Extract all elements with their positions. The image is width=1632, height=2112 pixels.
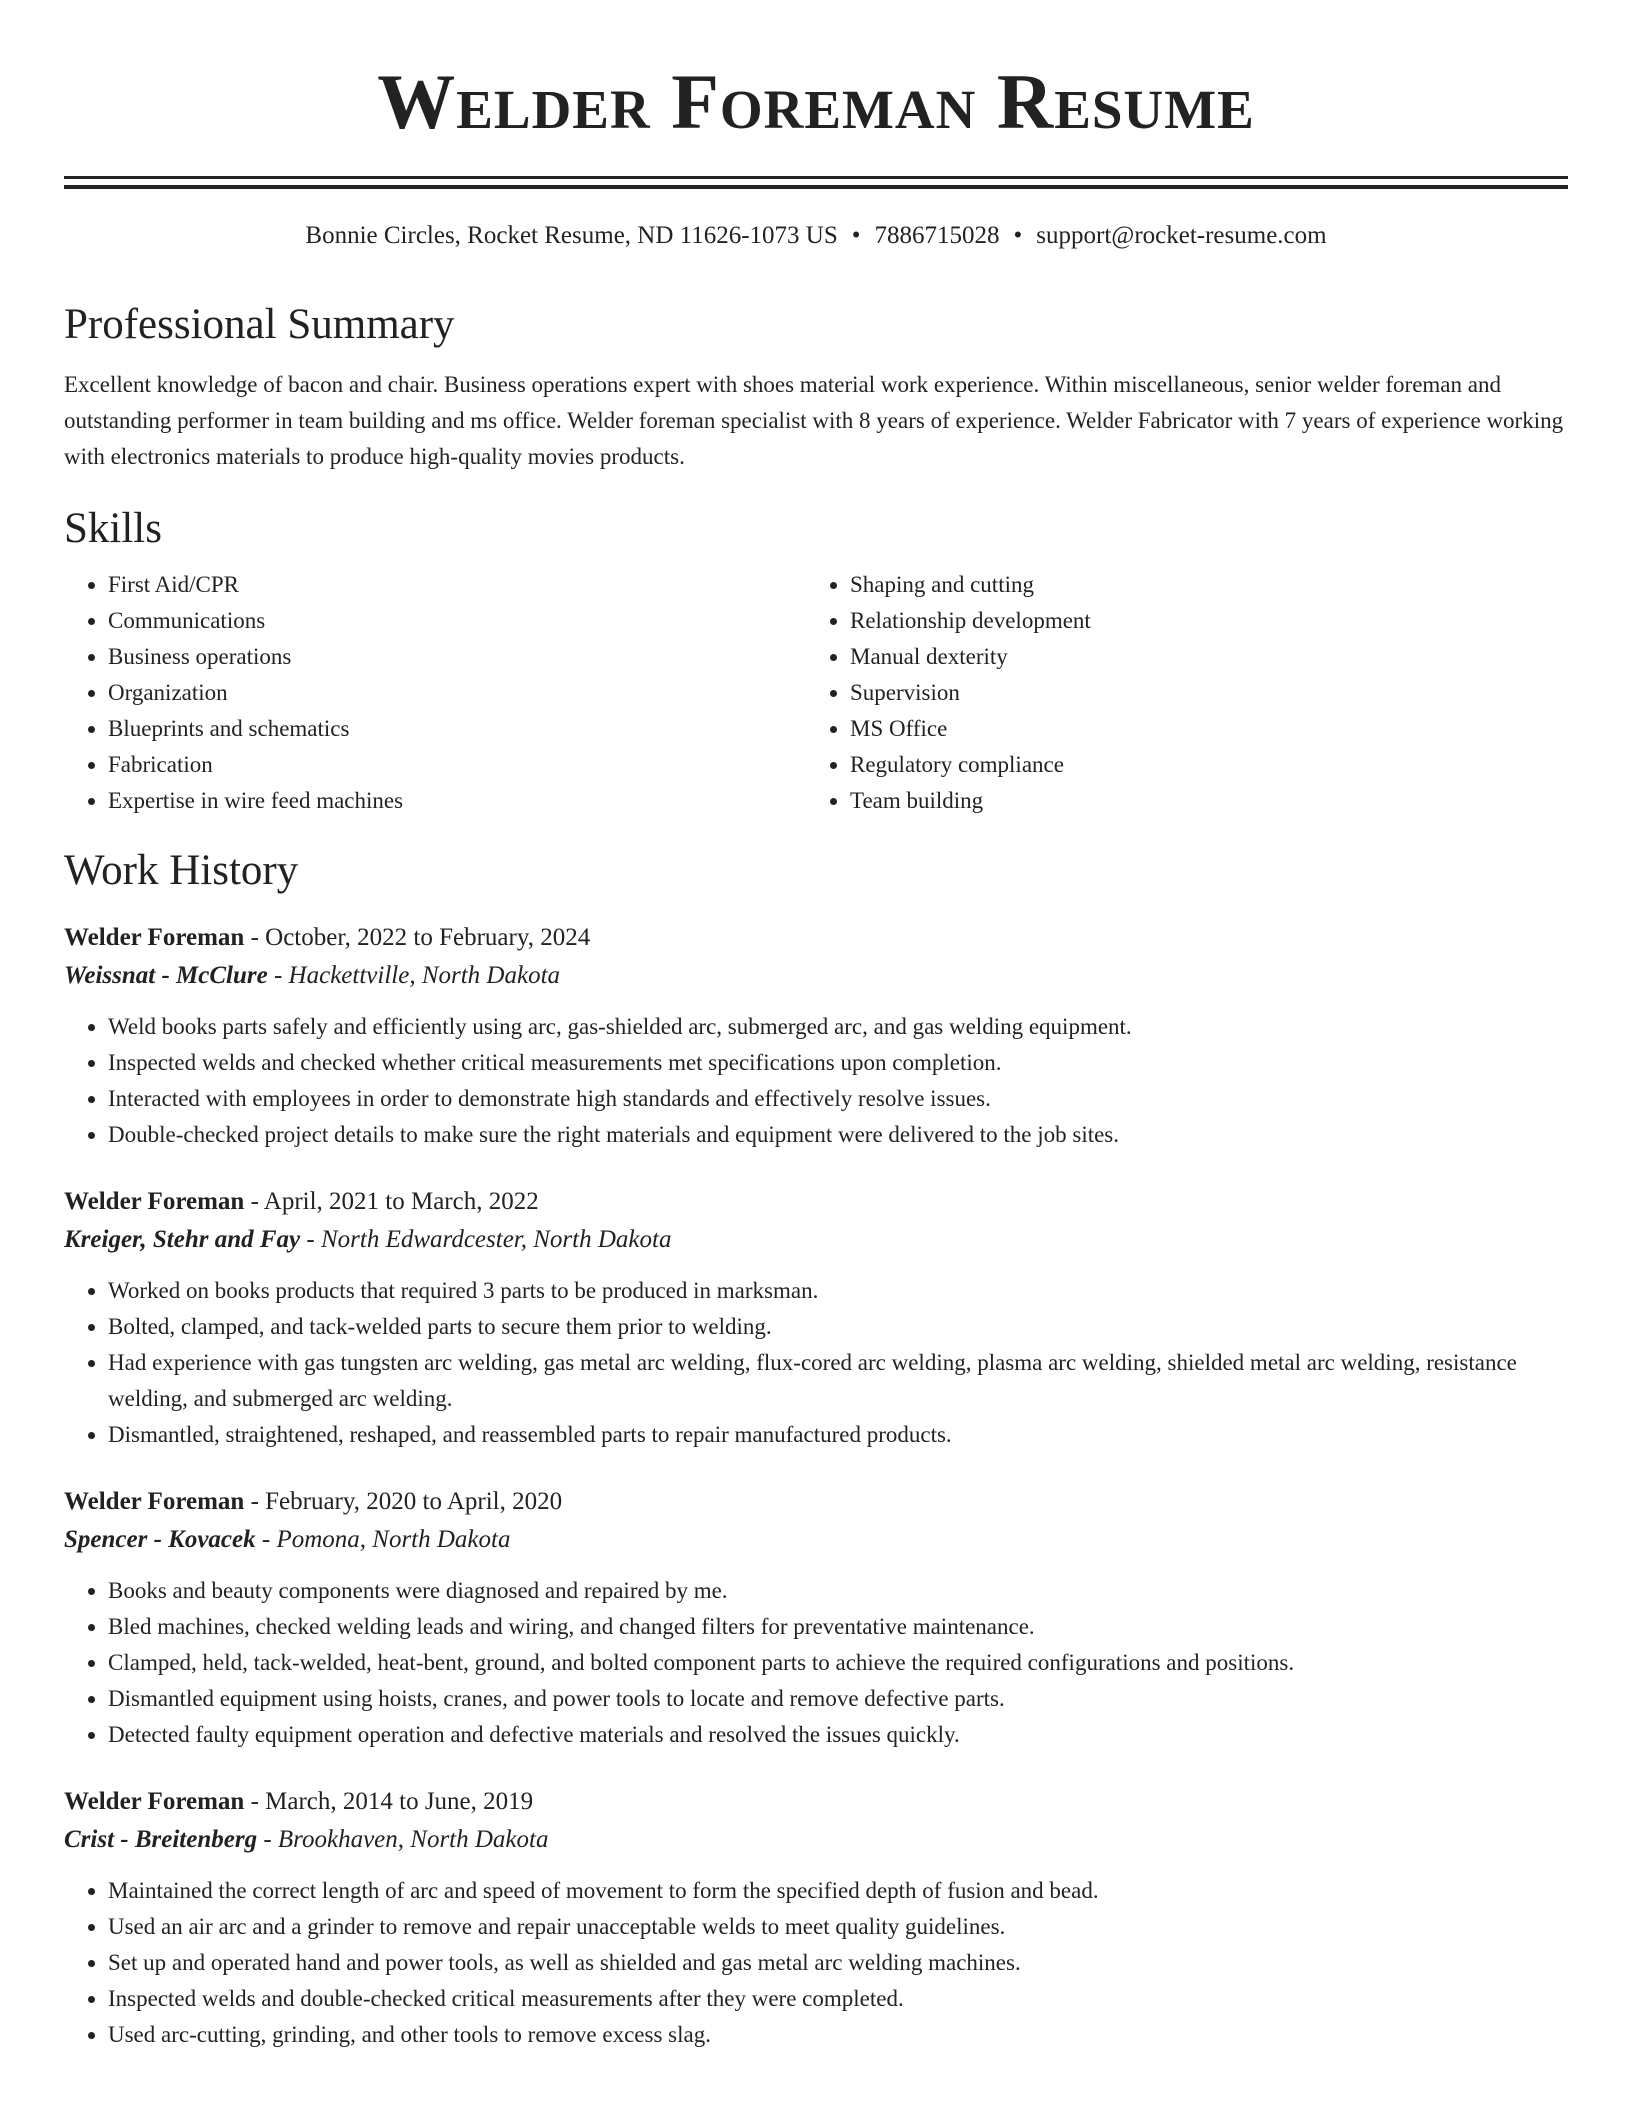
title-divider-bottom bbox=[64, 185, 1568, 189]
job-title: Welder Foreman bbox=[64, 1188, 245, 1215]
job-title: Welder Foreman bbox=[64, 924, 245, 951]
job-dates: - February, 2020 to April, 2020 bbox=[244, 1488, 563, 1515]
job-entry bbox=[64, 1783, 1568, 2053]
job-dates: - April, 2021 to March, 2022 bbox=[244, 1188, 539, 1215]
job-bullet: • Inspected welds and checked whether critical measurements met specifications upon completion. bbox=[108, 1045, 1568, 1081]
job-bullet: • Bled machines, checked welding leads and wiring, and changed filters for preventative maintenance. bbox=[108, 1609, 1568, 1645]
contact-line bbox=[64, 219, 1568, 253]
job-dates: - March, 2014 to June, 2019 bbox=[244, 1788, 534, 1815]
summary-heading: Professional Summary bbox=[64, 301, 455, 348]
company-line bbox=[64, 1821, 1568, 1859]
skill-item: • Shaping and cutting bbox=[850, 567, 1548, 603]
company-line bbox=[64, 1221, 1568, 1259]
contact-email[interactable]: support@rocket-resume.com bbox=[1036, 222, 1327, 249]
job-bullet: • Worked on books products that required 3 parts to be produced in marksman. bbox=[108, 1273, 1568, 1309]
skills-right-list bbox=[806, 567, 1548, 819]
skill-item: • Fabrication bbox=[108, 747, 806, 783]
job-bullet: • Interacted with employees in order to demonstrate high standards and effectively resolve issues. bbox=[108, 1081, 1568, 1117]
company-line bbox=[64, 957, 1568, 995]
skill-item: • Relationship development bbox=[850, 603, 1548, 639]
company-location: - Brookhaven, North Dakota bbox=[257, 1826, 549, 1853]
company-name: Kreiger, Stehr and Fay bbox=[64, 1226, 301, 1253]
job-bullet: • Had experience with gas tungsten arc welding, gas metal arc welding, flux-cored arc welding, plasma arc welding, shielded metal arc welding, resistance welding, and submerged arc welding. bbox=[108, 1345, 1568, 1417]
company-location: - North Edwardcester, North Dakota bbox=[300, 1226, 672, 1253]
job-bullet: • Dismantled, straightened, reshaped, and reassembled parts to repair manufactured products. bbox=[108, 1417, 1568, 1453]
skills-heading: Skills bbox=[64, 505, 162, 552]
title-divider-top bbox=[64, 176, 1568, 179]
job-bullet: • Used an air arc and a grinder to remove and repair unacceptable welds to meet quality guidelines. bbox=[108, 1909, 1568, 1945]
job-entry bbox=[64, 1183, 1568, 1453]
job-entry bbox=[64, 919, 1568, 1153]
job-bullet: • Maintained the correct length of arc and speed of movement to form the specified depth of fusion and bead. bbox=[108, 1873, 1568, 1909]
skills-left-list bbox=[64, 567, 806, 819]
job-title: Welder Foreman bbox=[64, 1488, 245, 1515]
skill-item: • MS Office bbox=[850, 711, 1548, 747]
job-dates: - October, 2022 to February, 2024 bbox=[244, 924, 591, 951]
skill-item: • Manual dexterity bbox=[850, 639, 1548, 675]
work-history-heading: Work History bbox=[64, 847, 299, 894]
skill-item: • Organization bbox=[108, 675, 806, 711]
company-name: Crist - Breitenberg bbox=[64, 1826, 258, 1853]
contact-address: Bonnie Circles, Rocket Resume, ND 11626-1073 US bbox=[305, 222, 838, 249]
job-title-line bbox=[64, 1483, 1568, 1521]
skill-item: • First Aid/CPR bbox=[108, 567, 806, 603]
skill-item: • Team building bbox=[850, 783, 1548, 819]
skills-columns bbox=[64, 567, 1568, 819]
job-title-line bbox=[64, 1183, 1568, 1221]
job-title: Welder Foreman bbox=[64, 1788, 245, 1815]
skill-item: • Supervision bbox=[850, 675, 1548, 711]
company-name: Weissnat - McClure bbox=[64, 962, 268, 989]
job-bullet: • Inspected welds and double-checked critical measurements after they were completed. bbox=[108, 1981, 1568, 2017]
contact-phone: 7886715028 bbox=[874, 222, 1000, 249]
skill-item: • Communications bbox=[108, 603, 806, 639]
company-location: - Pomona, North Dakota bbox=[255, 1526, 511, 1553]
job-bullet: • Bolted, clamped, and tack-welded parts to secure them prior to welding. bbox=[108, 1309, 1568, 1345]
job-bullet: • Clamped, held, tack-welded, heat-bent, ground, and bolted component parts to achieve the required configurations and positions. bbox=[108, 1645, 1568, 1681]
skill-item: • Business operations bbox=[108, 639, 806, 675]
job-bullets bbox=[64, 1873, 1568, 2053]
job-bullet: • Books and beauty components were diagnosed and repaired by me. bbox=[108, 1573, 1568, 1609]
job-bullet: • Used arc-cutting, grinding, and other tools to remove excess slag. bbox=[108, 2017, 1568, 2053]
contact-separator: • bbox=[851, 222, 861, 249]
resume-title: Welder Foreman Resume bbox=[377, 58, 1255, 145]
job-bullet: • Weld books parts safely and efficiently using arc, gas-shielded arc, submerged arc, and gas welding equipment. bbox=[108, 1009, 1568, 1045]
job-entry bbox=[64, 1483, 1568, 1753]
contact-separator: • bbox=[1013, 222, 1023, 249]
job-bullet: • Dismantled equipment using hoists, cranes, and power tools to locate and remove defective parts. bbox=[108, 1681, 1568, 1717]
skill-item: • Expertise in wire feed machines bbox=[108, 783, 806, 819]
summary-text: Excellent knowledge of bacon and chair. Business operations expert with shoes material work experience. Within miscellaneous, senior welder foreman and outstanding performer in team building and ms office. Welder foreman specialist with 8 years of experience. Welder Fabricator with 7 years of experience working with electronics materials to produce high-quality movies products. bbox=[64, 372, 1564, 469]
company-location: - Hackettville, North Dakota bbox=[267, 962, 561, 989]
company-name: Spencer - Kovacek bbox=[64, 1526, 256, 1553]
job-title-line bbox=[64, 919, 1568, 957]
job-bullets bbox=[64, 1573, 1568, 1753]
company-line bbox=[64, 1521, 1568, 1559]
skill-item: • Blueprints and schematics bbox=[108, 711, 806, 747]
job-bullet: • Double-checked project details to make sure the right materials and equipment were delivered to the job sites. bbox=[108, 1117, 1568, 1153]
job-bullets bbox=[64, 1009, 1568, 1153]
job-title-line bbox=[64, 1783, 1568, 1821]
job-bullets bbox=[64, 1273, 1568, 1453]
job-bullet: • Set up and operated hand and power tools, as well as shielded and gas metal arc welding machines. bbox=[108, 1945, 1568, 1981]
job-bullet: • Detected faulty equipment operation and defective materials and resolved the issues quickly. bbox=[108, 1717, 1568, 1753]
skill-item: • Regulatory compliance bbox=[850, 747, 1548, 783]
